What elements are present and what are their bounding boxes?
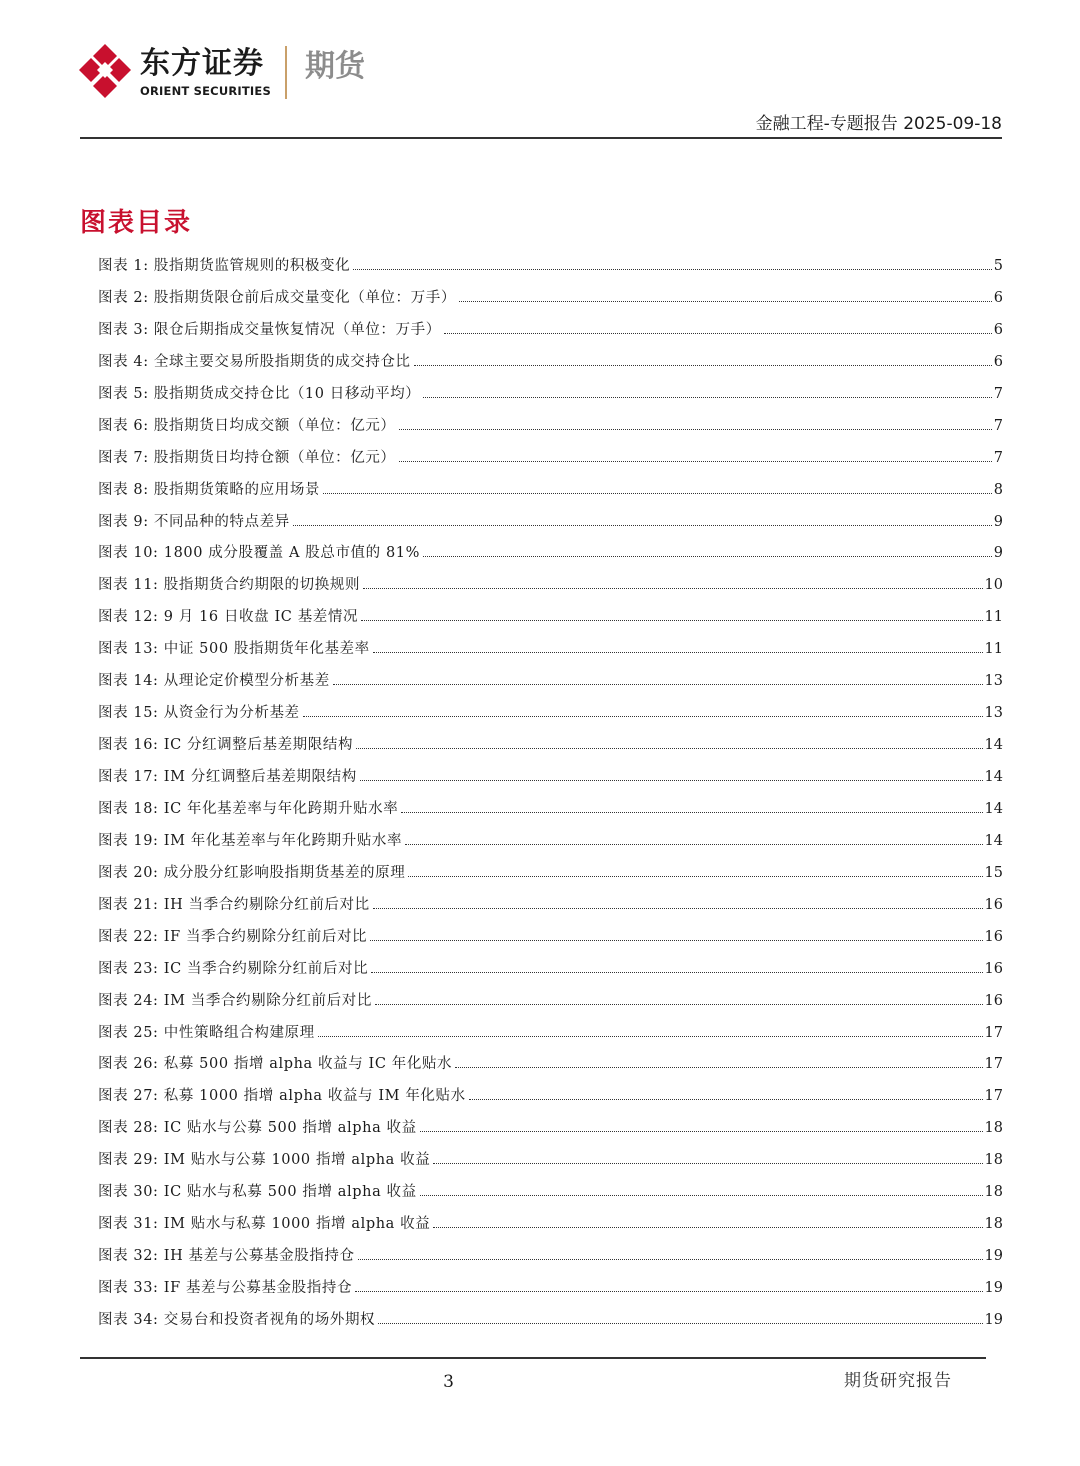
toc-entry[interactable]: [98, 863, 1003, 895]
toc-entry-label: 图表 16: IC 分红调整后基差期限结构: [98, 737, 354, 754]
toc-dot-leader: [323, 493, 992, 494]
toc-entry-page: 5: [993, 258, 1003, 274]
toc-entry-label: 图表 1: 股指期货监管规则的积极变化: [98, 258, 351, 274]
toc-entry[interactable]: [98, 1278, 1003, 1310]
toc-entry[interactable]: [98, 1246, 1003, 1278]
toc-entry[interactable]: [98, 895, 1003, 927]
toc-entry[interactable]: [98, 703, 1003, 735]
toc-entry-page: 6: [993, 353, 1003, 370]
toc-dot-leader: [373, 652, 983, 653]
toc-entry[interactable]: [98, 543, 1003, 575]
toc-entry-page: 14: [984, 737, 1003, 754]
toc-dot-leader: [353, 269, 992, 270]
toc-entry-label: 图表 26: 私募 500 指增 alpha 收益与 IC 年化贴水: [98, 1056, 453, 1073]
toc-dot-leader: [356, 748, 982, 749]
toc-entry-page: 18: [984, 1152, 1003, 1169]
toc-entry-page: 19: [984, 1280, 1003, 1296]
toc-entry-label: 图表 13: 中证 500 股指期货年化基差率: [98, 641, 370, 658]
toc-entry[interactable]: [98, 991, 1003, 1023]
toc-entry-page: 15: [984, 864, 1003, 881]
toc-entry[interactable]: [98, 384, 1003, 416]
toc-entry-label: 图表 27: 私募 1000 指增 alpha 收益与 IM 年化贴水: [98, 1088, 466, 1105]
toc-entry-page: 17: [984, 1056, 1003, 1073]
toc-dot-leader: [420, 1195, 983, 1196]
toc-entry[interactable]: [98, 352, 1003, 384]
toc-entry[interactable]: [98, 320, 1003, 352]
toc-entry-label: 图表 34: 交易台和投资者视角的场外期权: [98, 1311, 376, 1328]
toc-dot-leader: [361, 620, 982, 621]
toc-entry-label: 图表 19: IM 年化基差率与年化跨期升贴水率: [98, 832, 403, 849]
toc-entry-label: 图表 33: IF 基差与公募基金股指持仓: [98, 1280, 353, 1296]
toc-entry-page: 11: [984, 641, 1003, 658]
toc-entry-label: 图表 5: 股指期货成交持仓比（10 日移动平均）: [98, 385, 421, 402]
toc-entry-page: 7: [993, 385, 1003, 402]
toc-entry-page: 19: [984, 1311, 1003, 1328]
toc-dot-leader: [459, 301, 992, 302]
toc-entry-page: 9: [993, 545, 1003, 562]
toc-entry[interactable]: [98, 1182, 1003, 1214]
toc-entry[interactable]: [98, 735, 1003, 767]
company-logo-text: 东方证券: [140, 46, 264, 81]
toc-entry[interactable]: [98, 512, 1003, 544]
toc-entry-page: 8: [993, 481, 1003, 498]
report-type: 期货研究报告: [844, 1371, 952, 1391]
toc-dot-leader: [370, 940, 982, 941]
toc-entry-label: 图表 10: 1800 成分股覆盖 A 股总市值的 81%: [98, 545, 420, 562]
toc-entry-label: 图表 6: 股指期货日均成交额（单位：亿元）: [98, 417, 396, 434]
toc-entry-label: 图表 20: 成分股分红影响股指期货基差的原理: [98, 864, 406, 881]
toc-entry-label: 图表 29: IM 贴水与公募 1000 指增 alpha 收益: [98, 1152, 431, 1169]
toc-entry-page: 18: [984, 1184, 1003, 1201]
toc-dot-leader: [423, 556, 992, 557]
toc-entry-label: 图表 28: IC 贴水与公募 500 指增 alpha 收益: [98, 1120, 417, 1137]
toc-dot-leader: [293, 525, 992, 526]
toc-entry[interactable]: [98, 767, 1003, 799]
toc-entry[interactable]: [98, 1118, 1003, 1150]
toc-entry-label: 图表 30: IC 贴水与私募 500 指增 alpha 收益: [98, 1184, 417, 1201]
toc-entry-label: 图表 7: 股指期货日均持仓额（单位：亿元）: [98, 449, 396, 466]
toc-entry[interactable]: [98, 448, 1003, 480]
toc-entry[interactable]: [98, 256, 1003, 288]
toc-entry-label: 图表 25: 中性策略组合构建原理: [98, 1024, 315, 1041]
toc-dot-leader: [360, 780, 983, 781]
toc-entry-label: 图表 3: 限仓后期指成交量恢复情况（单位：万手）: [98, 321, 441, 338]
toc-entry-label: 图表 21: IH 当季合约剔除分红前后对比: [98, 896, 370, 913]
toc-entry-page: 16: [984, 896, 1003, 913]
toc-entry-page: 14: [984, 800, 1003, 817]
toc-entry-label: 图表 15: 从资金行为分析基差: [98, 705, 300, 722]
toc-entry-page: 13: [984, 673, 1003, 690]
toc-entry-page: 19: [984, 1248, 1003, 1265]
toc-entry-page: 16: [984, 960, 1003, 977]
toc-entry-label: 图表 32: IH 基差与公募基金股指持仓: [98, 1248, 355, 1265]
toc-entry-page: 17: [984, 1088, 1003, 1105]
toc-entry-page: 16: [984, 992, 1003, 1009]
toc-entry-label: 图表 18: IC 年化基差率与年化跨期升贴水率: [98, 800, 399, 817]
toc-entry-page: 18: [984, 1216, 1003, 1233]
toc-dot-leader: [433, 1163, 982, 1164]
toc-dot-leader: [373, 908, 983, 909]
toc-entry[interactable]: [98, 288, 1003, 320]
toc-entry-label: 图表 12: 9 月 16 日收盘 IC 基差情况: [98, 609, 359, 626]
toc-entry[interactable]: [98, 1214, 1003, 1246]
report-info: 金融工程-专题报告 2025-09-18: [755, 114, 1002, 134]
toc-dot-leader: [423, 397, 991, 398]
toc-entry[interactable]: [98, 416, 1003, 448]
toc-entry[interactable]: [98, 799, 1003, 831]
toc-entry-label: 图表 24: IM 当季合约剔除分红前后对比: [98, 992, 372, 1009]
toc-entry-label: 图表 22: IF 当季合约剔除分红前后对比: [98, 928, 368, 945]
toc-list: [98, 256, 1003, 1342]
toc-entry-page: 11: [984, 609, 1003, 626]
toc-entry-label: 图表 14: 从理论定价模型分析基差: [98, 673, 330, 690]
toc-dot-leader: [378, 1323, 982, 1324]
toc-entry-page: 13: [984, 705, 1003, 722]
toc-entry-label: 图表 17: IM 分红调整后基差期限结构: [98, 769, 357, 785]
company-logo-english: ORIENT SECURITIES: [140, 84, 271, 98]
toc-entry-page: 14: [984, 832, 1003, 849]
header-rule: [80, 137, 1002, 139]
toc-entry-page: 6: [993, 289, 1003, 306]
toc-entry[interactable]: [98, 1310, 1003, 1342]
toc-dot-leader: [420, 1131, 983, 1132]
toc-entry[interactable]: [98, 1023, 1003, 1055]
toc-entry-page: 6: [993, 321, 1003, 338]
toc-dot-leader: [358, 1259, 983, 1260]
toc-dot-leader: [455, 1067, 982, 1068]
toc-entry[interactable]: [98, 1086, 1003, 1118]
orient-securities-logo-icon: [79, 44, 131, 100]
toc-dot-leader: [433, 1227, 982, 1228]
toc-title: 图表目录: [80, 208, 193, 238]
toc-entry[interactable]: [98, 671, 1003, 703]
toc-entry-label: 图表 31: IM 贴水与私募 1000 指增 alpha 收益: [98, 1216, 431, 1233]
toc-dot-leader: [414, 365, 992, 366]
toc-dot-leader: [375, 1004, 983, 1005]
toc-dot-leader: [408, 876, 982, 877]
toc-entry-label: 图表 8: 股指期货策略的应用场景: [98, 481, 321, 498]
toc-entry[interactable]: [98, 480, 1003, 512]
toc-entry-page: 14: [984, 769, 1003, 785]
toc-entry[interactable]: [98, 959, 1003, 991]
toc-entry-page: 10: [984, 577, 1003, 594]
toc-dot-leader: [399, 461, 992, 462]
toc-entry-label: 图表 2: 股指期货限仓前后成交量变化（单位：万手）: [98, 289, 456, 306]
toc-entry[interactable]: [98, 1150, 1003, 1182]
toc-entry[interactable]: [98, 607, 1003, 639]
toc-dot-leader: [371, 972, 982, 973]
toc-dot-leader: [363, 588, 982, 589]
toc-dot-leader: [405, 844, 982, 845]
toc-entry-page: 7: [993, 449, 1003, 466]
division-label: 期货: [305, 49, 365, 84]
toc-entry-label: 图表 4: 全球主要交易所股指期货的成交持仓比: [98, 353, 411, 370]
footer-rule: [80, 1357, 986, 1359]
toc-entry[interactable]: [98, 831, 1003, 863]
toc-dot-leader: [303, 716, 983, 717]
toc-dot-leader: [399, 429, 992, 430]
toc-entry-label: 图表 23: IC 当季合约剔除分红前后对比: [98, 960, 369, 977]
toc-entry[interactable]: [98, 639, 1003, 671]
toc-entry-page: 18: [984, 1120, 1003, 1137]
page-number: 3: [443, 1372, 454, 1392]
toc-entry[interactable]: [98, 575, 1003, 607]
toc-entry[interactable]: [98, 927, 1003, 959]
toc-dot-leader: [333, 684, 983, 685]
toc-dot-leader: [401, 812, 982, 813]
toc-entry-label: 图表 9: 不同品种的特点差异: [98, 513, 290, 530]
toc-entry-page: 7: [993, 417, 1003, 434]
toc-dot-leader: [469, 1099, 983, 1100]
toc-entry-label: 图表 11: 股指期货合约期限的切换规则: [98, 577, 361, 594]
toc-dot-leader: [318, 1036, 983, 1037]
toc-dot-leader: [355, 1291, 982, 1292]
toc-entry-page: 16: [984, 928, 1003, 945]
toc-entry-page: 17: [984, 1024, 1003, 1041]
toc-dot-leader: [444, 333, 992, 334]
toc-entry[interactable]: [98, 1054, 1003, 1086]
logo-divider: [285, 46, 287, 99]
toc-entry-page: 9: [993, 513, 1003, 530]
